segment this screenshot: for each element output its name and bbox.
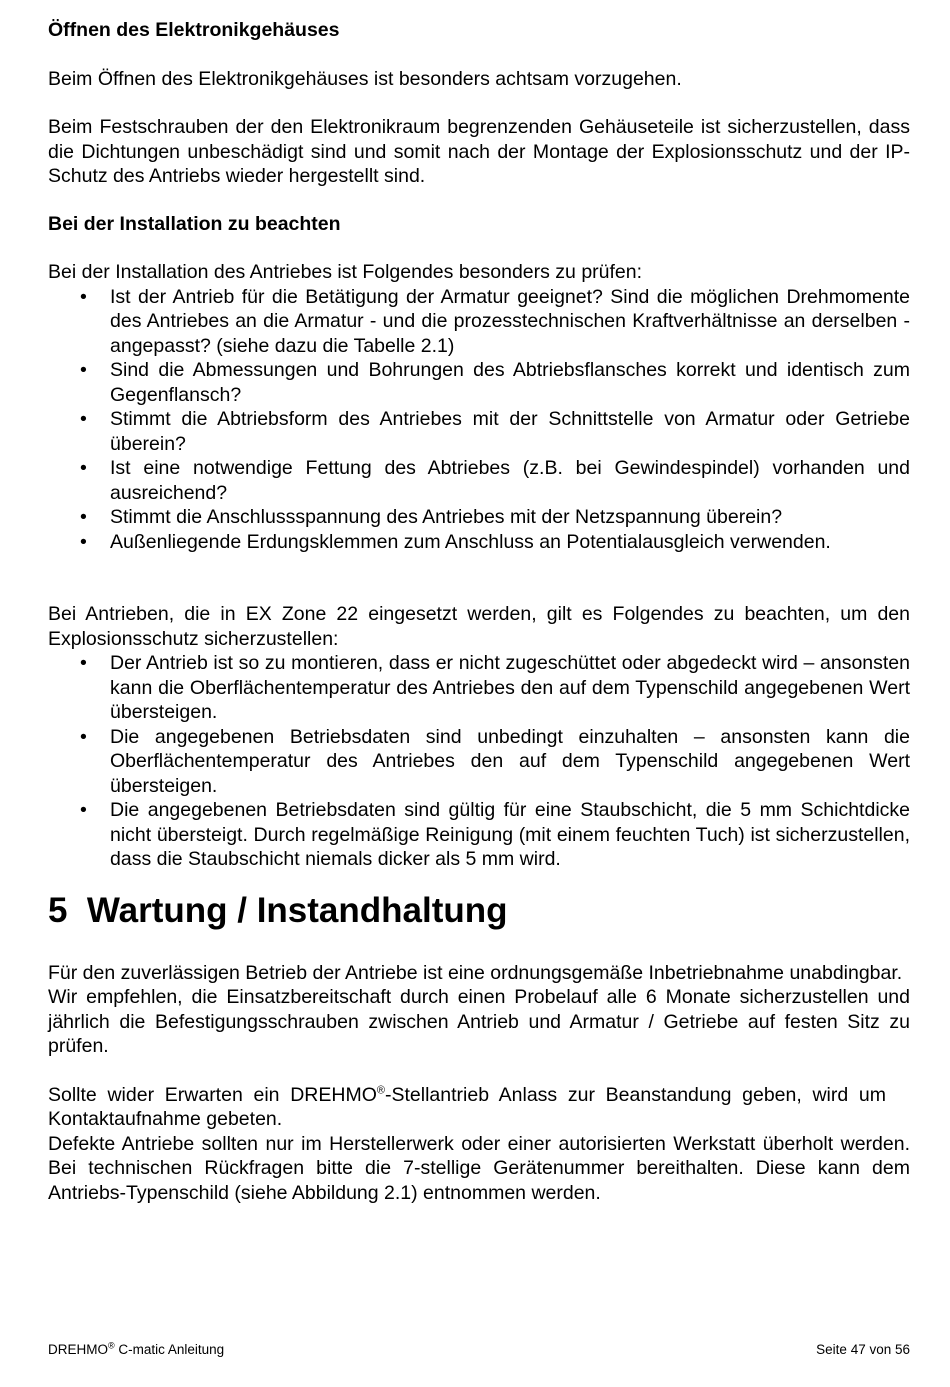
- paragraph: Defekte Antriebe sollten nur im Herstellerwerk oder einer autorisierten Werkstatt überholt werden. Bei technischen Rückfragen bitte die 7-stellige Gerätenummer bereithalten. Diese kann dem Antriebs-Typenschild (siehe Abbildung 2.1) entnommen werden.: [48, 1132, 910, 1204]
- list-item: • Stimmt die Anschlussspannung des Antriebes mit der Netzspannung überein?: [80, 506, 783, 528]
- paragraph: Sollte wider Erwarten ein DREHMO®-Stellantrieb Anlass zur Beanstandung geben, wird um Kontaktaufnahme gebeten.: [48, 1083, 886, 1130]
- paragraph: Beim Festschrauben der den Elektronikraum begrenzenden Gehäuseteile ist sicherzustellen, dass die Dichtungen unbeschädigt sind und somit nach der Montage der Explosionsschutz und der IP-Schutz des Antriebs wieder hergestellt sind.: [48, 116, 910, 187]
- paragraph: Bei der Installation des Antriebes ist Folgendes besonders zu prüfen:: [48, 261, 643, 283]
- list-item: • Der Antrieb ist so zu montieren, dass er nicht zugeschüttet oder abgedeckt wird – ansonsten kann die Oberflächentemperatur des Antriebes den auf dem Typenschild angegebenen Wert übersteigen.: [80, 652, 910, 723]
- list-item: • Sind die Abmessungen und Bohrungen des Abtriebsflansches korrekt und identisch zum Gegenflansch?: [80, 359, 910, 406]
- section-heading-opening: Öffnen des Elektronikgehäuses: [48, 19, 340, 41]
- list-item: • Stimmt die Abtriebsform des Antriebes mit der Schnittstelle von Armatur oder Getriebe überein?: [80, 408, 910, 455]
- list-item: • Die angegebenen Betriebsdaten sind gültig für eine Staubschicht, die 5 mm Schichtdicke nicht übersteigt. Durch regelmäßige Reinigung (mit einem feuchten Tuch) ist sicherzustellen, dass die Staubschicht niemals dicker als 5 mm wird.: [80, 799, 910, 870]
- ex-zone-list: [48, 651, 910, 872]
- list-item: • Außenliegende Erdungsklemmen zum Anschluss an Potentialausgleich verwenden.: [80, 530, 831, 553]
- list-item: • Ist der Antrieb für die Betätigung der Armatur geeignet? Sind die möglichen Drehmomente des Antriebes an die Armatur - und die prozesstechnischen Kraftverhältnisse an derselben - angepasst? (siehe dazu die Tabelle 2.1): [80, 285, 910, 357]
- paragraph: Bei Antrieben, die in EX Zone 22 eingesetzt werden, gilt es Folgendes zu beachten, um den Explosionsschutz sicherzustellen:: [48, 603, 910, 650]
- document-page: [48, 18, 910, 1205]
- page-number: Seite 47 von 56: [816, 1342, 910, 1357]
- registered-mark: ®: [376, 1084, 385, 1096]
- list-item: • Ist eine notwendige Fettung des Abtriebes (z.B. bei Gewindespindel) vorhanden und ausreichend?: [80, 457, 910, 504]
- paragraph: Wir empfehlen, die Einsatzbereitschaft durch einen Probelauf alle 6 Monate sicherzustellen und jährlich die Befestigungsschrauben zwischen Antrieb und Armatur / Getriebe auf festen Sitz zu prüfen.: [48, 986, 910, 1057]
- paragraph: Für den zuverlässigen Betrieb der Antriebe ist eine ordnungsgemäße Inbetriebnahme unabdingbar.: [48, 961, 903, 984]
- list-item: • Die angegebenen Betriebsdaten sind unbedingt einzuhalten – ansonsten kann die Oberflächentemperatur des Antriebes den auf dem Typenschild angegebenen Wert übersteigen.: [80, 725, 910, 797]
- footer-title: DREHMO® C-matic Anleitung: [48, 1340, 225, 1357]
- paragraph: Beim Öffnen des Elektronikgehäuses ist besonders achtsam vorzugehen.: [48, 67, 682, 90]
- section-heading-installation: Bei der Installation zu beachten: [48, 212, 341, 235]
- installation-checklist: [48, 285, 910, 555]
- chapter-heading: 5 Wartung / Instandhaltung: [48, 890, 508, 930]
- page-footer: [48, 1342, 910, 1358]
